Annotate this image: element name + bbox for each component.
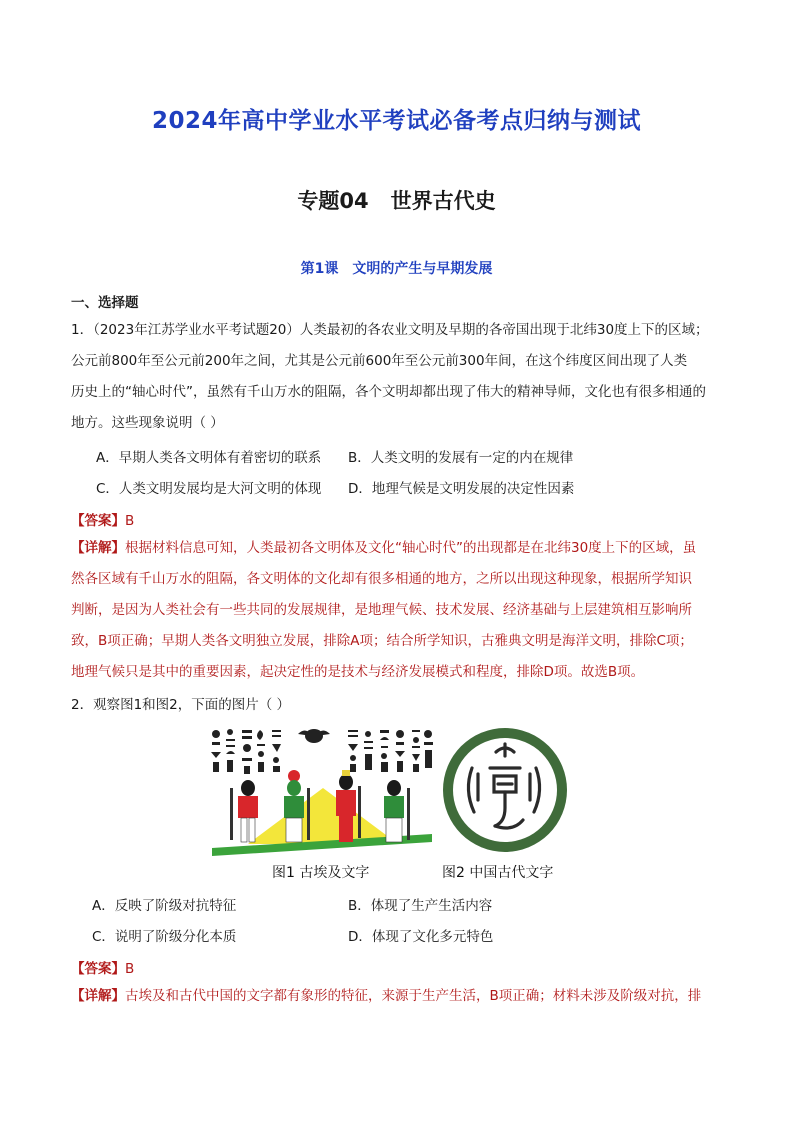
question-2-options-row-2 bbox=[92, 925, 493, 945]
question-1-stem bbox=[71, 315, 726, 439]
topic-title bbox=[0, 185, 793, 215]
question-1-line: 地方。这些现象说明（ ） bbox=[71, 415, 224, 431]
chinese-seal-figure bbox=[438, 722, 572, 858]
figure-1-caption: 图1 古埃及文字 bbox=[272, 865, 370, 881]
option-d: D．地理气候是文明发展的决定性因素 bbox=[348, 481, 575, 497]
pyramid-shape bbox=[248, 788, 398, 844]
option-c: C．说明了阶级分化本质 bbox=[92, 929, 237, 945]
question-1-answer bbox=[71, 509, 134, 529]
option-b: B．体现了生产生活内容 bbox=[348, 898, 493, 914]
option-d: D．体现了文化多元特色 bbox=[348, 929, 494, 945]
answer-value: B bbox=[125, 961, 135, 977]
detail-line: 致，B项正确；早期人类各文明独立发展，排除A项；结合所学知识，古雅典文明是海洋文明，排除C项； bbox=[71, 633, 693, 649]
main-title: 2024年高中学业水平考试必备考点归纳与测试 bbox=[151, 108, 641, 134]
question-1-line: 1．（2023年江苏学业水平考试题20）人类最初的各农业文明及早期的各帝国出现于北纬30度上下的区域； bbox=[71, 322, 709, 338]
question-2-stem: 2．观察图1和图2，下面的图片（ ） bbox=[71, 697, 291, 713]
answer-tag: 【答案】 bbox=[71, 513, 125, 529]
hieroglyph-columns bbox=[211, 729, 433, 774]
option-c: C．人类文明发展均是大河文明的体现 bbox=[96, 481, 322, 497]
question-1-line: 公元前800年至公元前200年之间，尤其是公元前600年至公元前300年间，在这个纬度区间出现了人类 bbox=[71, 353, 688, 369]
egyptian-hieroglyphs-figure bbox=[208, 726, 436, 858]
topic-number: 专题04 bbox=[297, 189, 369, 213]
detail-line: 古埃及和古代中国的文字都有象形的特征，来源于生产生活，B项正确；材料未涉及阶级对抗，排 bbox=[125, 988, 702, 1004]
detail-line: 然各区域有千山万水的阻隔，各文明体的文化却有很多相通的地方，之所以出现这种现象，根据所学知识 bbox=[71, 571, 692, 587]
lesson-number: 第1课 bbox=[300, 261, 339, 277]
question-2-options-row-1 bbox=[92, 894, 492, 914]
detail-tag: 【详解】 bbox=[71, 988, 125, 1004]
question-2-detail bbox=[71, 981, 726, 1012]
option-b: B．人类文明的发展有一定的内在规律 bbox=[348, 450, 574, 466]
option-a: A．反映了阶级对抗特征 bbox=[92, 898, 237, 914]
detail-tag: 【详解】 bbox=[71, 540, 125, 556]
question-1-options-row-1 bbox=[96, 446, 573, 466]
question-2-answer bbox=[71, 957, 134, 977]
detail-line: 根据材料信息可知，人类最初各文明体及文化“轴心时代”的出现都是在北纬30度上下的区域，虽 bbox=[125, 540, 697, 556]
question-1-detail bbox=[71, 533, 726, 688]
lesson-title bbox=[0, 258, 793, 278]
option-a: A．早期人类各文明体有着密切的联系 bbox=[96, 450, 322, 466]
lesson-name: 文明的产生与早期发展 bbox=[352, 261, 493, 277]
answer-tag: 【答案】 bbox=[71, 961, 125, 977]
question-1-line: 历史上的“轴心时代”，虽然有千山万水的阻隔，各个文明却都出现了伟大的精神导师，文化也有很多相通的 bbox=[71, 384, 706, 400]
figure-2-caption: 图2 中国古代文字 bbox=[442, 865, 554, 881]
topic-name: 世界古代史 bbox=[390, 189, 496, 213]
detail-line: 判断，是因为人类社会有一些共同的发展规律，是地理气候、技术发展、经济基础与上层建筑相互影响所 bbox=[71, 602, 692, 618]
answer-value: B bbox=[125, 513, 135, 529]
question-1-options-row-2 bbox=[96, 477, 574, 497]
detail-line: 地理气候只是其中的重要因素，起决定性的是技术与经济发展模式和程度，排除D项。故选B项。 bbox=[71, 664, 645, 680]
section-title: 一、选择题 bbox=[71, 295, 139, 311]
